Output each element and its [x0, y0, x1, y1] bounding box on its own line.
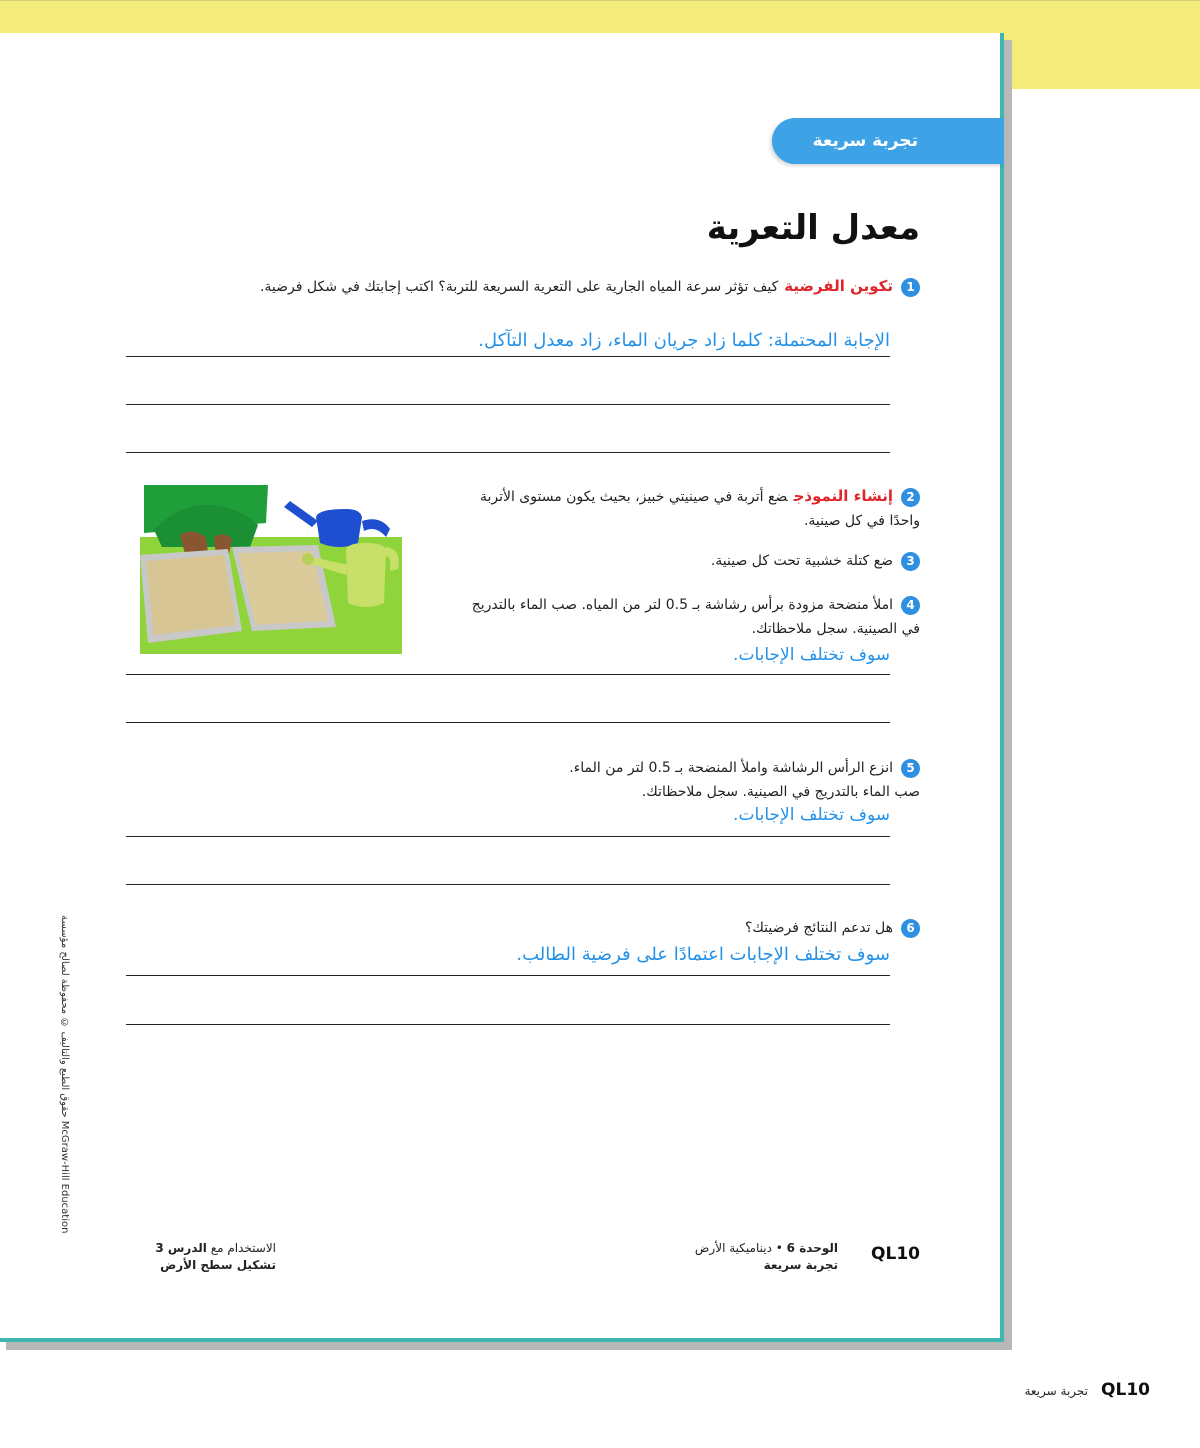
- answer-line: [126, 722, 890, 723]
- answer-line: [126, 404, 890, 405]
- footer-lesson-title: تشكيل سطح الأرض: [160, 1258, 276, 1272]
- photo-illustration: [140, 485, 402, 654]
- answer-line: [126, 975, 890, 976]
- footer-unit-lines: [695, 1240, 838, 1274]
- answer-line: [126, 452, 890, 453]
- step-4-text: املأ منضحة مزودة برأس رشاشة بـ 0.5 لتر من المياه. صب الماء بالتدريج في الصينية. سجل ملاحظاتك.: [471, 597, 920, 637]
- step-5-answer: سوف تختلف الإجابات.: [733, 805, 890, 825]
- step-2-keyword: إنشاء النموذج: [793, 487, 893, 505]
- step-1-keyword: تكوين الفرضية: [784, 277, 893, 295]
- erosion-experiment-photo: [140, 485, 402, 654]
- copyright-credit: حقوق الطبع والتأليف © محفوظة لصالح مؤسسة McGraw-Hill Education: [59, 915, 70, 1234]
- footer-bullet: •: [775, 1241, 783, 1255]
- footer-lesson-info: [126, 1240, 276, 1280]
- footer-page-code: QL10: [871, 1244, 920, 1264]
- section-tab: تجربة سريعة: [772, 118, 1004, 164]
- answer-line: [126, 884, 890, 885]
- footer-lesson-prefix: الاستخدام مع: [210, 1241, 276, 1255]
- page-title: معدل التعرية: [706, 208, 920, 248]
- step-number-3: 3: [901, 552, 920, 571]
- step-3-text: ضع كتلة خشبية تحت كل صينية.: [710, 553, 893, 569]
- step-5-line-1: [450, 756, 920, 780]
- step-5-line-2: صب الماء بالتدريج في الصينية. سجل ملاحظاتك.: [641, 784, 920, 800]
- step-6: [450, 916, 920, 940]
- answer-line: [126, 1024, 890, 1025]
- outer-page-footer: [990, 1380, 1150, 1410]
- step-number-4: 4: [901, 596, 920, 615]
- step-2: [450, 484, 920, 534]
- footer-activity: تجربة سريعة: [763, 1258, 838, 1272]
- step-5-text-1: انزع الرأس الرشاشة واملأ المنضحة بـ 0.5 لتر من الماء.: [569, 760, 893, 776]
- footer-unit-info: [640, 1240, 920, 1280]
- step-4: [450, 593, 920, 643]
- step-number-5: 5: [901, 759, 920, 778]
- answer-line: [126, 356, 890, 357]
- step-1-answer: الإجابة المحتملة: كلما زاد جريان الماء، زاد معدل التآكل.: [478, 330, 890, 351]
- step-1-text: كيف تؤثر سرعة المياه الجارية على التعرية السريعة للتربة؟ اكتب إجابتك في شكل فرضية.: [259, 279, 779, 295]
- step-1: [200, 274, 920, 324]
- footer-unit-topic: ديناميكية الأرض: [694, 1241, 772, 1255]
- footer-unit-line: [695, 1240, 838, 1257]
- outer-page-code: QL10: [1101, 1380, 1150, 1400]
- step-number-6: 6: [901, 919, 920, 938]
- footer-lesson-label: الدرس 3: [155, 1241, 207, 1255]
- step-2-text: ضع أتربة في صينيتي خبيز، بحيث يكون مستوى الأتربة واحدًا في كل صينية.: [479, 489, 920, 529]
- footer-lesson-line: [126, 1240, 276, 1257]
- answer-line: [126, 836, 890, 837]
- answer-line: [126, 674, 890, 675]
- outer-page-label: تجربة سريعة: [1024, 1384, 1088, 1398]
- step-4-answer: سوف تختلف الإجابات.: [733, 645, 890, 665]
- step-number-1: 1: [901, 278, 920, 297]
- step-6-text: هل تدعم النتائج فرضيتك؟: [744, 920, 893, 936]
- step-6-answer: سوف تختلف الإجابات اعتمادًا على فرضية الطالب.: [516, 944, 890, 965]
- step-number-2: 2: [901, 488, 920, 507]
- step-5: [450, 756, 920, 800]
- step-3: [450, 549, 920, 573]
- footer-unit-label: الوحدة 6: [786, 1241, 838, 1255]
